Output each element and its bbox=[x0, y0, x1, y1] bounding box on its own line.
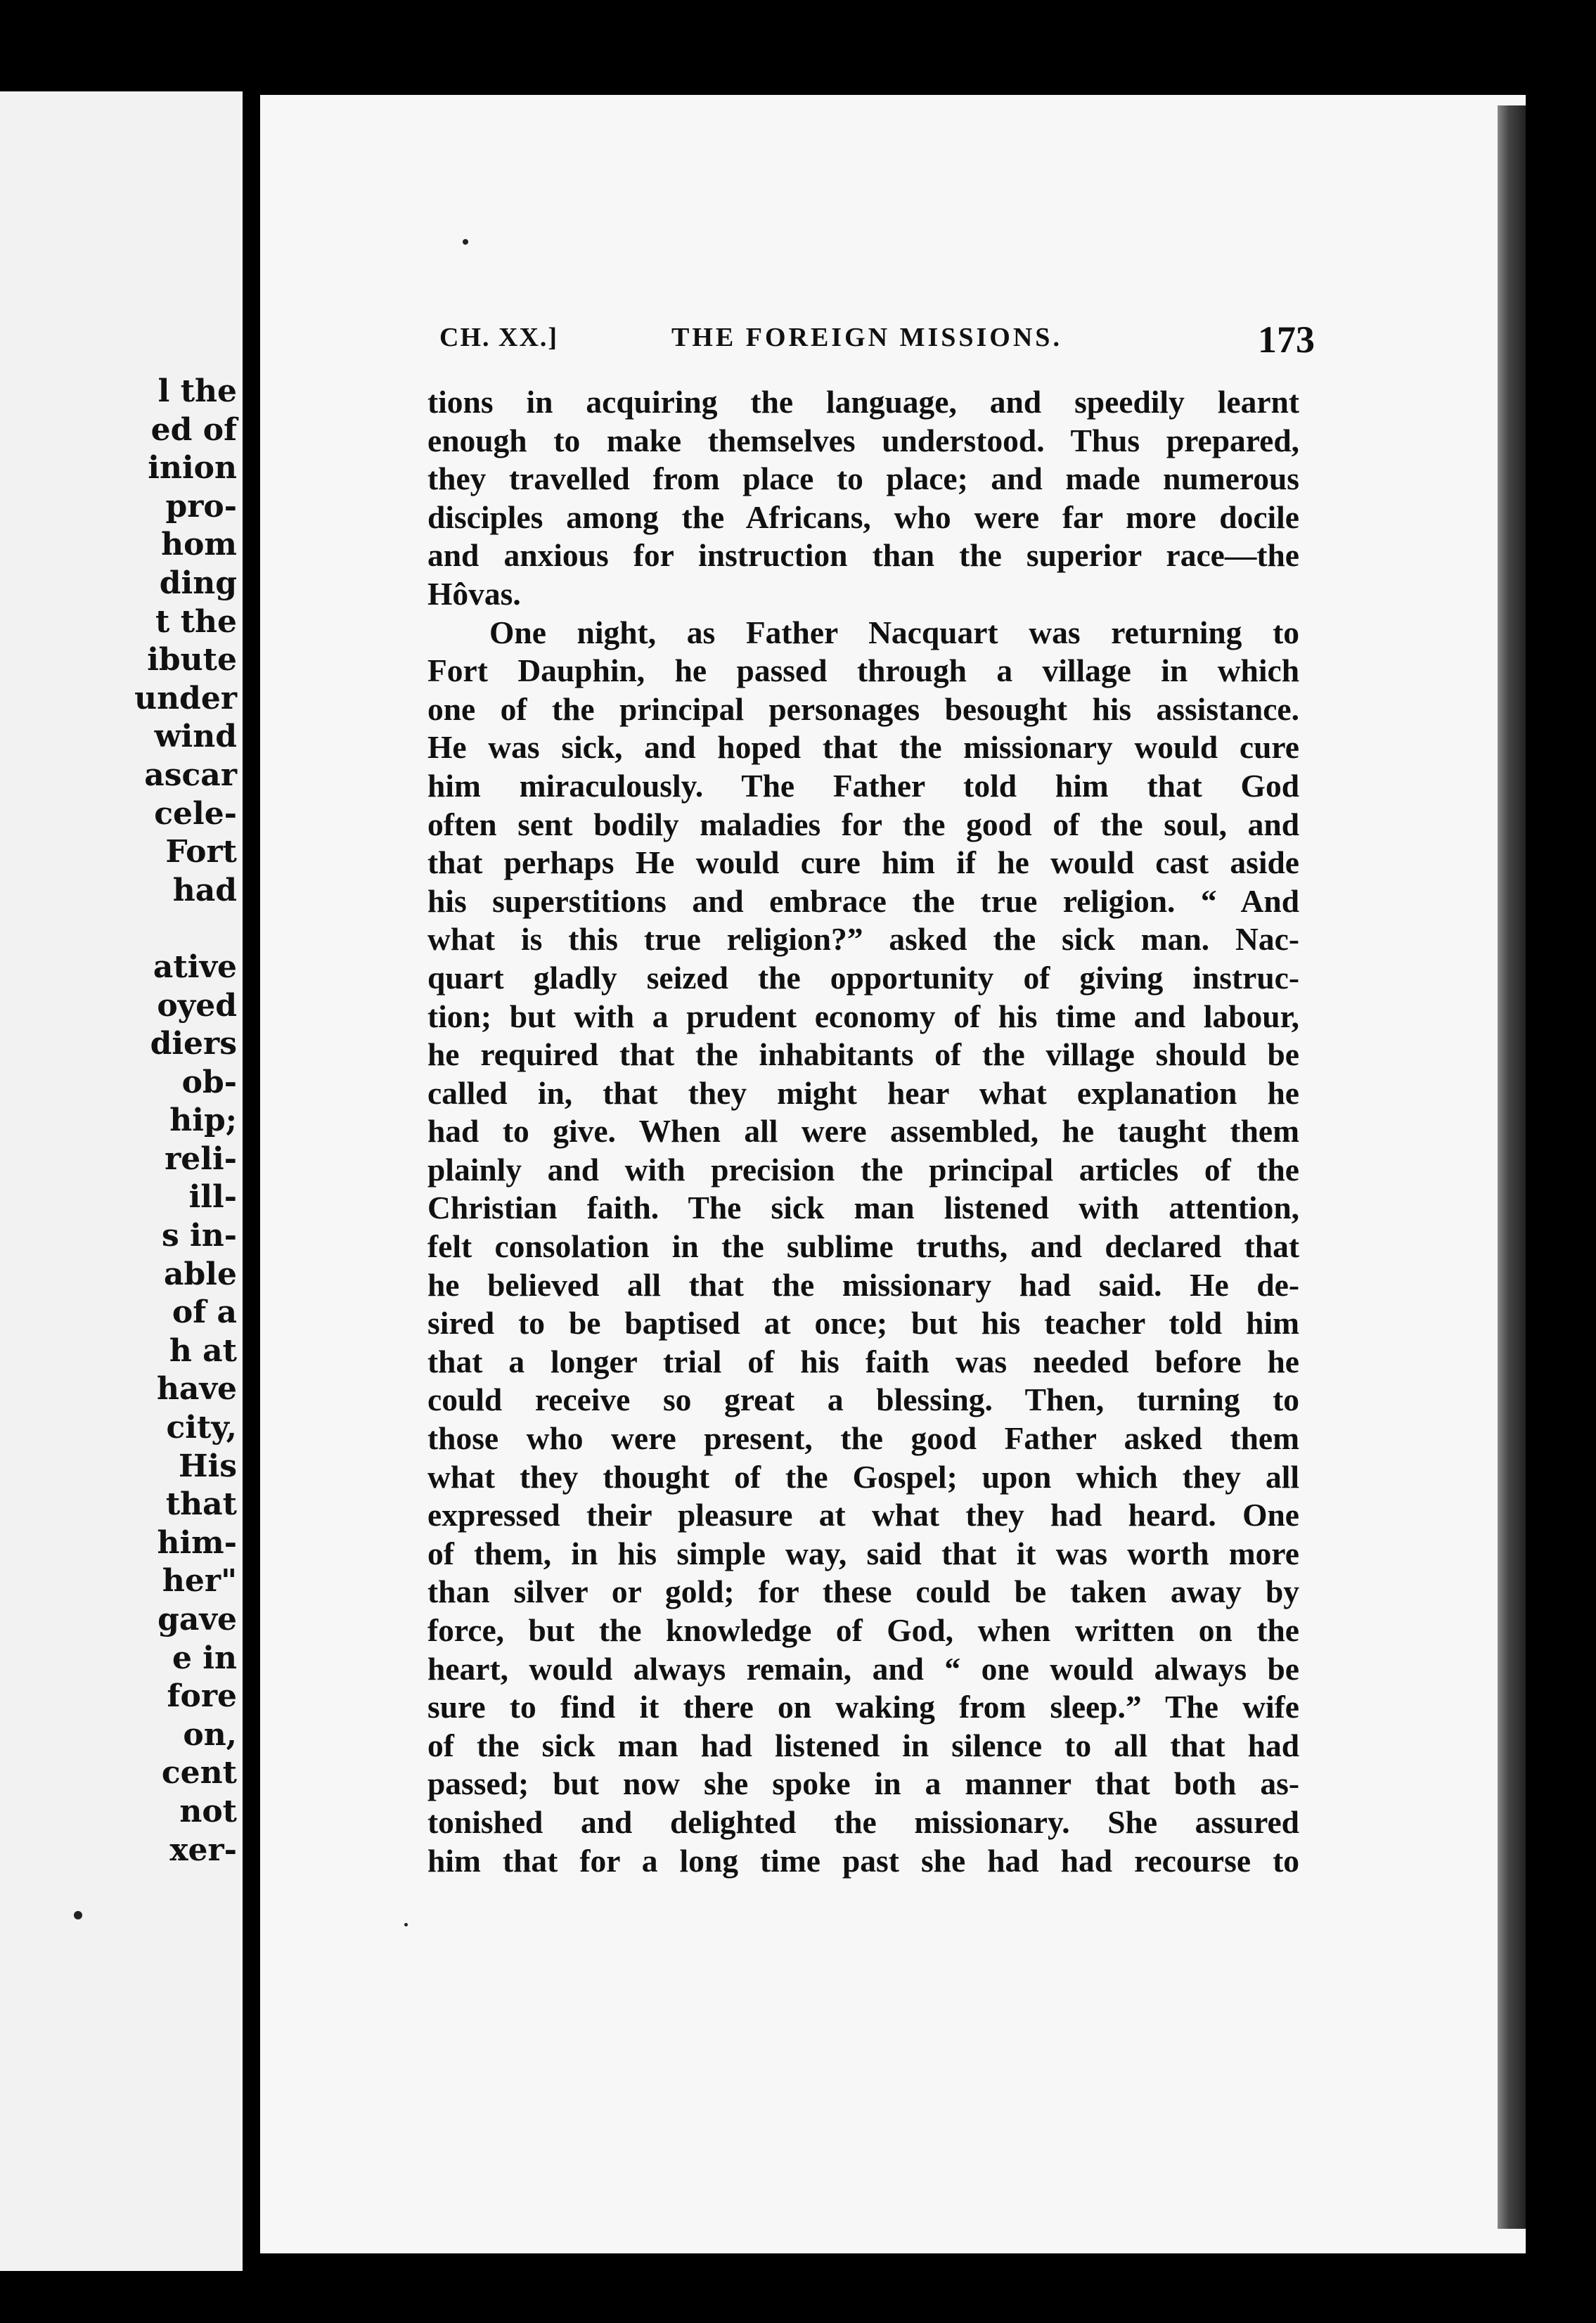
text-line: heart, would always remain, and “ one would always be bbox=[427, 1650, 1299, 1687]
text-line: tion; but with a prudent economy of his time and labour, bbox=[427, 998, 1299, 1034]
left-page-line: diers bbox=[150, 1026, 237, 1062]
left-page-line: her" bbox=[162, 1563, 237, 1600]
text-line: enough to make themselves understood. Thus prepared, bbox=[427, 422, 1299, 458]
left-page-line: city, bbox=[166, 1410, 237, 1446]
left-page-line: ibute bbox=[147, 642, 237, 678]
text-line: he required that the inhabitants of the village should be bbox=[427, 1036, 1299, 1073]
left-page-line: Fort bbox=[165, 834, 237, 870]
left-page-line: s in- bbox=[161, 1218, 237, 1254]
left-page-line: cele- bbox=[154, 795, 237, 832]
left-facing-page bbox=[0, 91, 243, 2271]
left-page-line: of a bbox=[172, 1294, 237, 1331]
text-line: often sent bodily maladies for the good of the soul, and bbox=[427, 806, 1299, 842]
text-line: one of the principal personages besought his assistance. bbox=[427, 690, 1299, 727]
text-line: he believed all that the missionary had said. He de- bbox=[427, 1266, 1299, 1303]
chapter-label: CH. XX.] bbox=[439, 323, 559, 352]
left-page-line: ill- bbox=[188, 1179, 237, 1216]
left-page-line: oyed bbox=[157, 987, 237, 1024]
text-line: felt consolation in the sublime truths, and declared that bbox=[427, 1228, 1299, 1265]
text-line: could receive so great a blessing. Then, turning to bbox=[427, 1382, 1299, 1418]
text-line: what is this true religion?” asked the sick man. Nac- bbox=[427, 921, 1299, 958]
left-page-line: able bbox=[164, 1256, 237, 1292]
left-page-line: l the bbox=[157, 373, 237, 409]
left-page-line: under bbox=[134, 680, 237, 716]
book-gutter bbox=[243, 0, 260, 2323]
left-page-line: ding bbox=[159, 565, 237, 601]
left-page-line: h at bbox=[169, 1332, 237, 1369]
left-page-line: ob- bbox=[181, 1064, 237, 1100]
left-page-line: that bbox=[165, 1486, 237, 1523]
text-line: passed; but now she spoke in a manner that both as- bbox=[427, 1765, 1299, 1802]
text-line: plainly and with precision the principal articles of the bbox=[427, 1151, 1299, 1188]
left-page-line: xer- bbox=[169, 1832, 237, 1868]
text-line: sure to find it there on waking from sleep.” The wife bbox=[427, 1689, 1299, 1725]
left-page-line: him- bbox=[157, 1524, 237, 1561]
left-page-line: fore bbox=[167, 1678, 237, 1715]
text-line: that perhaps He would cure him if he would cast aside bbox=[427, 844, 1299, 881]
text-line: than silver or gold; for these could be taken away by bbox=[427, 1574, 1299, 1610]
text-line: what they thought of the Gospel; upon which they all bbox=[427, 1458, 1299, 1495]
text-line: him that for a long time past she had had recourse to bbox=[427, 1842, 1299, 1879]
left-page-line: ed of bbox=[150, 411, 237, 448]
left-page-line: e in bbox=[172, 1640, 237, 1676]
running-head bbox=[439, 318, 1315, 364]
left-page-line: reli- bbox=[165, 1140, 237, 1177]
text-line: had to give. When all were assembled, he taught them bbox=[427, 1113, 1299, 1150]
left-page-line: gave bbox=[157, 1602, 237, 1637]
left-page-line: ascar bbox=[144, 757, 237, 793]
text-line: sired to be baptised at once; but his teacher told him bbox=[427, 1305, 1299, 1341]
page-number: 173 bbox=[1258, 318, 1315, 361]
ink-speck bbox=[74, 1911, 82, 1919]
left-page-line: wind bbox=[154, 719, 237, 755]
left-page-line: on, bbox=[183, 1716, 237, 1753]
page-edge bbox=[1498, 105, 1526, 2229]
text-line: tions in acquiring the language, and speedily learnt bbox=[427, 384, 1299, 420]
left-page-line: cent bbox=[161, 1755, 237, 1791]
page-body bbox=[427, 383, 1299, 1880]
text-line: of them, in his simple way, said that it was worth more bbox=[427, 1535, 1299, 1571]
left-page-text bbox=[5, 373, 237, 1870]
text-line: expressed their pleasure at what they had heard. One bbox=[427, 1497, 1299, 1533]
left-page-line: ative bbox=[153, 948, 237, 985]
text-line: called in, that they might hear what explanation he bbox=[427, 1074, 1299, 1111]
left-page-line: have bbox=[156, 1371, 237, 1408]
text-line: force, but the knowledge of God, when written on the bbox=[427, 1612, 1299, 1648]
left-page-line: not bbox=[179, 1793, 237, 1829]
text-line: tonished and delighted the missionary. She assured bbox=[427, 1803, 1299, 1840]
text-line: disciples among the Africans, who were far more docile bbox=[427, 498, 1299, 535]
text-line: those who were present, the good Father asked them bbox=[427, 1420, 1299, 1457]
text-line: and anxious for instruction than the superior race—the bbox=[427, 537, 1299, 574]
left-page-line: hip; bbox=[169, 1102, 237, 1139]
text-line: of the sick man had listened in silence to all that had bbox=[427, 1727, 1299, 1763]
left-page-line: His bbox=[178, 1448, 237, 1484]
text-line: Fort Dauphin, he passed through a village in which bbox=[427, 652, 1299, 689]
text-line: that a longer trial of his faith was needed before he bbox=[427, 1343, 1299, 1379]
left-page-line: t the bbox=[155, 603, 237, 640]
left-page-line: inion bbox=[148, 450, 237, 487]
text-line: Christian faith. The sick man listened with attention, bbox=[427, 1190, 1299, 1226]
left-page-line: had bbox=[172, 872, 237, 908]
text-line: He was sick, and hoped that the missionary would cure bbox=[427, 729, 1299, 766]
ink-speck bbox=[463, 239, 468, 245]
left-page-line: pro- bbox=[165, 488, 237, 525]
left-page-line bbox=[5, 910, 237, 948]
text-line: One night, as Father Nacquart was returning to bbox=[489, 614, 1299, 650]
left-page-line: hom bbox=[161, 527, 237, 563]
text-line: quart gladly seized the opportunity of giving instruc- bbox=[427, 959, 1299, 996]
text-line: him miraculously. The Father told him that God bbox=[427, 767, 1299, 804]
text-line: his superstitions and embrace the true religion. “ And bbox=[427, 882, 1299, 919]
text-line: they travelled from place to place; and made numerous bbox=[427, 461, 1299, 497]
ink-speck bbox=[404, 1923, 408, 1926]
running-title: THE FOREIGN MISSIONS. bbox=[671, 323, 1062, 352]
text-line: Hôvas. bbox=[427, 575, 521, 612]
